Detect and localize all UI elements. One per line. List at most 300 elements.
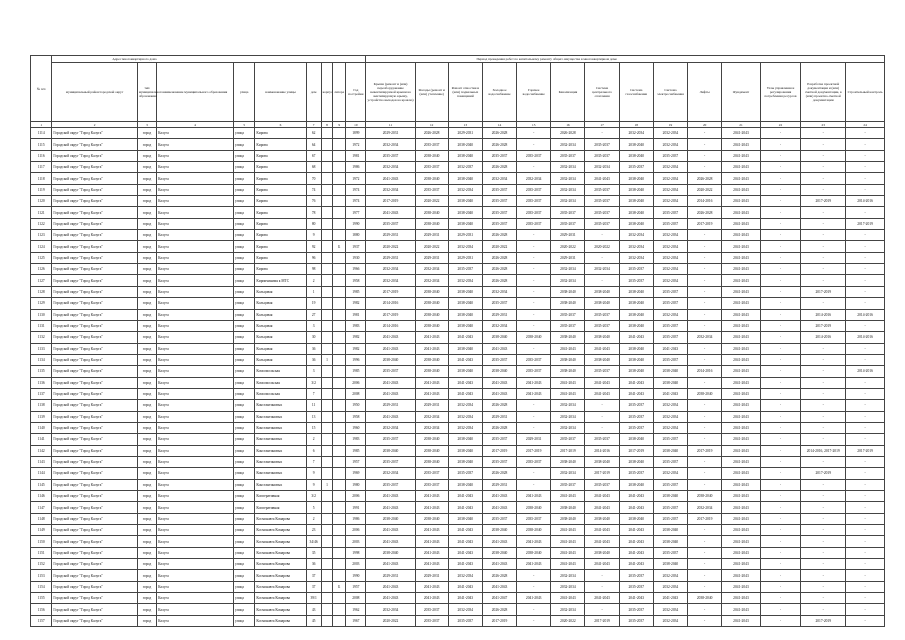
table-cell: - (801, 422, 846, 433)
table-cell: 2032-2034 (448, 604, 482, 615)
table-cell: 74 (306, 184, 321, 195)
table-cell: - (801, 377, 846, 388)
table-cell: улица (234, 445, 255, 456)
table-cell (333, 128, 346, 139)
table-cell: 2026-2028 (688, 207, 722, 218)
table-cell: 1146 (31, 491, 52, 502)
table-cell: 2035-2037 (482, 184, 516, 195)
table-cell: 2038-2040 (551, 502, 585, 513)
table-cell: - (760, 196, 801, 207)
table-cell: 2041-2043 (366, 536, 415, 547)
table-cell: Городской округ "Город Калуга" (52, 411, 137, 422)
table-cell: 2041-2043 (366, 332, 415, 343)
table-cell (333, 559, 346, 570)
table-cell: 2038-2040 (619, 184, 653, 195)
table-cell: 2032-2034 (366, 422, 415, 433)
table-cell: 2032-2034 (366, 139, 415, 150)
table-cell: 2032-2034 (551, 422, 585, 433)
table-cell: 2032-2034 (551, 400, 585, 411)
table-cell: 2038-2040 (585, 513, 619, 524)
table-cell: 1128 (31, 286, 52, 297)
table-cell (321, 434, 333, 445)
table-cell: 2032-2034 (653, 230, 687, 241)
table-cell: город (137, 184, 156, 195)
table-cell: Калуга (157, 241, 234, 252)
table-cell: - (760, 400, 801, 411)
table-cell: 1 (306, 286, 321, 297)
table-cell: - (688, 309, 722, 320)
table-row (31, 570, 885, 581)
table-cell: 2032-2034 (653, 615, 687, 626)
table-cell: 2032-2034 (653, 241, 687, 252)
table-cell: улица (234, 366, 255, 377)
repair-schedule-table (30, 55, 885, 627)
table-cell: улица (234, 184, 255, 195)
table-cell: 1155 (31, 593, 52, 604)
table-cell: Калуга (157, 604, 234, 615)
table-cell: - (760, 456, 801, 467)
table-cell: 2038-2040 (482, 366, 516, 377)
table-cell: 2038-2040 (619, 196, 653, 207)
table-cell: 1982 (346, 332, 366, 343)
table-cell: 2029-2031 (482, 411, 516, 422)
table-cell: 2041-2043 (722, 525, 760, 536)
table-cell: 2041-2043 (722, 332, 760, 343)
table-cell: - (801, 604, 846, 615)
table-cell: - (760, 309, 801, 320)
table-cell: улица (234, 388, 255, 399)
table-cell: Городской округ "Город Калуга" (52, 173, 137, 184)
table-cell: - (846, 400, 885, 411)
table-cell: улица (234, 218, 255, 229)
table-cell: Городской округ "Город Калуга" (52, 264, 137, 275)
table-cell: Калуга (157, 411, 234, 422)
table-cell: Калуга (157, 491, 234, 502)
table-cell: 2032-2034 (448, 570, 482, 581)
table-cell: Космонавта Комарова (255, 559, 306, 570)
table-cell: - (760, 377, 801, 388)
table-cell: Кирпичинимя к МТС (255, 275, 306, 286)
table-cell (321, 196, 333, 207)
header-group-row (31, 56, 885, 63)
table-cell: 2014-2016 (688, 366, 722, 377)
table-cell: Комсомольская (255, 366, 306, 377)
table-cell: город (137, 400, 156, 411)
table-cell (321, 547, 333, 558)
table-cell: 1972 (346, 173, 366, 184)
table-cell: 11 (306, 400, 321, 411)
table-cell: 1974 (346, 196, 366, 207)
table-cell: - (517, 241, 551, 252)
table-cell: Константиновых (255, 468, 306, 479)
table-cell: 2041-2043 (482, 388, 516, 399)
table-cell: 2038-2040 (585, 456, 619, 467)
table-cell: - (760, 173, 801, 184)
table-cell: 2026-2028 (482, 604, 516, 615)
table-cell: - (585, 252, 619, 263)
table-cell: 1930 (346, 252, 366, 263)
table-cell: город (137, 445, 156, 456)
table-cell (333, 173, 346, 184)
table-cell: улица (234, 559, 255, 570)
table-cell: 2038-2040 (653, 377, 687, 388)
table-cell: 2038-2040 (448, 513, 482, 524)
table-cell: - (688, 581, 722, 592)
column-number: 13 (448, 122, 482, 128)
table-cell: 2014-2016 (585, 445, 619, 456)
table-cell: 2020-2022 (551, 241, 585, 252)
table-cell: - (688, 252, 722, 263)
table-row (31, 241, 885, 252)
table-cell: 2038-2040 (415, 173, 448, 184)
table-cell (321, 491, 333, 502)
table-cell: Б (333, 241, 346, 252)
table-cell: 2038-2040 (619, 456, 653, 467)
table-cell: 30 (306, 332, 321, 343)
table-cell: Кооперативная (255, 502, 306, 513)
table-cell: Калуга (157, 536, 234, 547)
table-cell: - (846, 241, 885, 252)
table-cell: Городской округ "Город Калуга" (52, 479, 137, 490)
table-cell: улица (234, 173, 255, 184)
table-cell: - (760, 320, 801, 331)
table-cell: улица (234, 491, 255, 502)
table-cell: Городской округ "Город Калуга" (52, 366, 137, 377)
table-cell: 2026-2028 (482, 400, 516, 411)
table-cell: 2035-2037 (653, 207, 687, 218)
table-cell: 1147 (31, 502, 52, 513)
table-cell: 36 (306, 354, 321, 365)
table-cell: 2038-2040 (619, 354, 653, 365)
table-cell: 1115 (31, 139, 52, 150)
table-cell: - (688, 320, 722, 331)
table-cell: 2035-2037 (585, 309, 619, 320)
table-cell: - (585, 400, 619, 411)
table-cell: 2035-2037 (415, 615, 448, 626)
table-cell: Городской округ "Город Калуга" (52, 150, 137, 161)
table-cell: Константиновых (255, 479, 306, 490)
column-number: 21 (722, 122, 760, 128)
table-cell: 2038-2040 (448, 456, 482, 467)
table-cell: улица (234, 456, 255, 467)
table-cell: город (137, 366, 156, 377)
table-cell: 2035-2037 (517, 150, 551, 161)
table-cell: - (760, 502, 801, 513)
table-cell: 2017-2019 (688, 513, 722, 524)
table-row (31, 456, 885, 467)
table-cell: 2035-2037 (653, 286, 687, 297)
table-cell: Городской округ "Город Калуга" (52, 286, 137, 297)
table-cell: 2006 (346, 377, 366, 388)
table-cell: город (137, 536, 156, 547)
column-number: 16 (551, 122, 585, 128)
table-cell: Городской округ "Город Калуга" (52, 559, 137, 570)
table-cell: Кооперативная (255, 491, 306, 502)
table-cell: 2038-2040 (366, 445, 415, 456)
table-cell: - (846, 547, 885, 558)
table-row (31, 400, 885, 411)
table-cell: - (688, 604, 722, 615)
table-cell: 80 (306, 218, 321, 229)
table-cell: 2035-2037 (448, 468, 482, 479)
table-cell: 1145 (31, 479, 52, 490)
table-cell: улица (234, 615, 255, 626)
table-cell: 2041-2043 (619, 491, 653, 502)
table-cell: - (688, 377, 722, 388)
table-row (31, 230, 885, 241)
table-cell: 2041-2043 (366, 388, 415, 399)
table-cell: 2003 (346, 536, 366, 547)
table-cell: - (846, 604, 885, 615)
table-cell: 1983 (346, 320, 366, 331)
table-cell: Калуга (157, 422, 234, 433)
table-cell: 2041-2043 (619, 593, 653, 604)
table-cell: город (137, 593, 156, 604)
table-cell: 2035-2037 (653, 332, 687, 343)
table-cell: - (760, 445, 801, 456)
table-cell: 2041-2043 (366, 593, 415, 604)
table-cell: Кольцовая (255, 332, 306, 343)
table-cell: 2029-2031 (482, 479, 516, 490)
column-number: 20 (688, 122, 722, 128)
table-cell: 2038-2040 (448, 479, 482, 490)
table-cell: - (688, 343, 722, 354)
table-cell: город (137, 286, 156, 297)
table-cell: город (137, 230, 156, 241)
table-cell: 2041-2043 (722, 536, 760, 547)
table-cell: - (688, 615, 722, 626)
table-cell: 2032-2034 (448, 241, 482, 252)
table-cell (321, 513, 333, 524)
table-cell: 1143 (31, 456, 52, 467)
table-cell: 2035-2037 (585, 184, 619, 195)
table-cell: 2035-2037 (517, 218, 551, 229)
column-number: 17 (585, 122, 619, 128)
table-cell: Калуга (157, 218, 234, 229)
table-cell: - (760, 218, 801, 229)
table-cell: 2029-2031 (517, 434, 551, 445)
table-cell (321, 309, 333, 320)
table-cell (333, 604, 346, 615)
table-cell: - (760, 491, 801, 502)
table-cell: - (517, 479, 551, 490)
table-row (31, 332, 885, 343)
column-number: 11 (366, 122, 415, 128)
table-cell: - (688, 264, 722, 275)
table-cell: 2041-2043 (722, 570, 760, 581)
table-cell: - (801, 343, 846, 354)
table-cell: 2029-2031 (366, 230, 415, 241)
table-header (31, 56, 885, 128)
table-cell: 2032-2034 (653, 173, 687, 184)
table-cell: 2017-2019 (801, 468, 846, 479)
table-cell (321, 184, 333, 195)
table-cell: 2038-2040 (653, 366, 687, 377)
table-row (31, 536, 885, 547)
table-cell: 1981 (346, 150, 366, 161)
table-cell: - (517, 298, 551, 309)
table-cell: Космонавта Комарова (255, 513, 306, 524)
table-row (31, 559, 885, 570)
table-cell (321, 207, 333, 218)
table-cell: 92 (306, 241, 321, 252)
table-cell (333, 298, 346, 309)
table-cell: - (585, 570, 619, 581)
table-cell: 1958 (346, 275, 366, 286)
table-cell: 2032-2034 (619, 230, 653, 241)
table-cell: 2041-2043 (366, 207, 415, 218)
table-cell: - (846, 230, 885, 241)
table-cell: 2038-2040 (448, 196, 482, 207)
table-cell: 2038-2040 (551, 332, 585, 343)
header-cell: Фундамент (722, 63, 760, 122)
table-cell: 2035-2037 (619, 604, 653, 615)
table-cell: 2035-2037 (653, 479, 687, 490)
table-cell: 2029-2031 (366, 252, 415, 263)
table-cell (321, 241, 333, 252)
table-cell: Городской округ "Город Калуга" (52, 343, 137, 354)
table-cell: 2038-2040 (448, 286, 482, 297)
table-cell: 2041-2043 (482, 491, 516, 502)
table-cell: 2032-2034 (551, 411, 585, 422)
table-cell: - (760, 241, 801, 252)
table-cell: 2020-2022 (482, 241, 516, 252)
table-cell: Калуга (157, 581, 234, 592)
table-cell: Городской округ "Город Калуга" (52, 502, 137, 513)
table-cell: 2032-2034 (551, 173, 585, 184)
table-cell: 2041-2043 (722, 264, 760, 275)
table-cell: 2032-2034 (619, 241, 653, 252)
table-cell: 2041-2043 (619, 377, 653, 388)
table-cell: 2041-2043 (722, 230, 760, 241)
table-cell: улица (234, 479, 255, 490)
table-cell: 2038-2040 (517, 525, 551, 536)
table-cell: 2035-2037 (619, 264, 653, 275)
table-cell: 2035-2037 (619, 615, 653, 626)
table-cell: Городской округ "Город Калуга" (52, 434, 137, 445)
table-cell: 2041-2043 (722, 468, 760, 479)
table-cell: 2038-2040 (517, 332, 551, 343)
header-row (31, 63, 885, 122)
table-cell: 2017-2019 (619, 445, 653, 456)
table-cell (321, 218, 333, 229)
table-cell: 2035-2037 (585, 434, 619, 445)
table-cell: 2035-2037 (448, 264, 482, 275)
table-cell: 1981 (346, 309, 366, 320)
table-cell: Городской округ "Город Калуга" (52, 196, 137, 207)
table-cell: - (801, 252, 846, 263)
table-cell: - (760, 525, 801, 536)
table-cell: - (688, 479, 722, 490)
table-cell: город (137, 456, 156, 467)
table-cell: Городской округ "Город Калуга" (52, 615, 137, 626)
table-cell: Калуга (157, 468, 234, 479)
table-cell: 2038-2040 (585, 332, 619, 343)
table-cell: 2038-2040 (619, 479, 653, 490)
table-cell: 2035-2037 (366, 434, 415, 445)
table-cell: 2035-2037 (482, 456, 516, 467)
table-cell: 2035-2037 (415, 139, 448, 150)
table-cell: - (760, 388, 801, 399)
table-cell: 2020-2022 (415, 241, 448, 252)
table-cell (333, 593, 346, 604)
table-cell: 2032-2034 (366, 264, 415, 275)
table-cell: 2041-2043 (448, 354, 482, 365)
table-cell: 37 (306, 570, 321, 581)
table-cell: 9 (306, 468, 321, 479)
table-cell: 2035-2037 (653, 513, 687, 524)
table-cell: 2032-2034 (653, 139, 687, 150)
table-cell: город (137, 173, 156, 184)
table-cell: - (688, 139, 722, 150)
table-cell: Кирова (255, 139, 306, 150)
table-cell: - (760, 411, 801, 422)
table-cell: 2041-2043 (619, 559, 653, 570)
table-cell: - (517, 252, 551, 263)
table-cell: 34/46 (306, 536, 321, 547)
table-cell: 2032-2034 (688, 332, 722, 343)
table-row (31, 491, 885, 502)
table-cell: 35 (306, 547, 321, 558)
table-cell: 2041-2043 (415, 581, 448, 592)
table-cell: 2035-2037 (585, 218, 619, 229)
table-cell: 2032-2034 (551, 139, 585, 150)
table-row (31, 354, 885, 365)
table-cell: 2041-2043 (619, 502, 653, 513)
table-cell: 2032-2034 (551, 275, 585, 286)
table-cell: 2038-2040 (551, 298, 585, 309)
table-cell: 19 (306, 298, 321, 309)
column-number: 2 (52, 122, 137, 128)
table-cell (333, 491, 346, 502)
table-cell: - (801, 264, 846, 275)
table-cell: - (801, 434, 846, 445)
table-cell: - (517, 468, 551, 479)
table-cell: 2032-2034 (482, 286, 516, 297)
table-cell: - (801, 388, 846, 399)
table-cell: Калуга (157, 525, 234, 536)
table-cell: Городской округ "Город Калуга" (52, 162, 137, 173)
table-cell: 2035-2037 (482, 150, 516, 161)
table-cell: 1151 (31, 547, 52, 558)
table-cell: 2035-2037 (619, 400, 653, 411)
table-cell: 2041-2043 (415, 559, 448, 570)
table-cell (321, 445, 333, 456)
table-cell: - (760, 422, 801, 433)
table-cell (333, 184, 346, 195)
table-row (31, 422, 885, 433)
table-cell: 2035-2037 (585, 207, 619, 218)
table-cell: улица (234, 343, 255, 354)
column-number: 10 (346, 122, 366, 128)
table-cell: 2032-2034 (653, 581, 687, 592)
table-cell: 2035-2037 (551, 434, 585, 445)
table-cell: Константиновых (255, 422, 306, 433)
table-cell: 2038-2040 (517, 502, 551, 513)
table-cell: 2029-2031 (415, 570, 448, 581)
table-cell: - (801, 184, 846, 195)
table-cell (333, 388, 346, 399)
table-cell: 2 (306, 434, 321, 445)
table-cell: 2029-2031 (448, 128, 482, 139)
table-cell: 2035-2037 (517, 354, 551, 365)
table-row (31, 615, 885, 626)
table-cell: - (688, 275, 722, 286)
table-cell: - (688, 411, 722, 422)
table-cell (321, 525, 333, 536)
table-cell: 2041-2043 (448, 559, 482, 570)
table-cell: 2041-2043 (722, 559, 760, 570)
